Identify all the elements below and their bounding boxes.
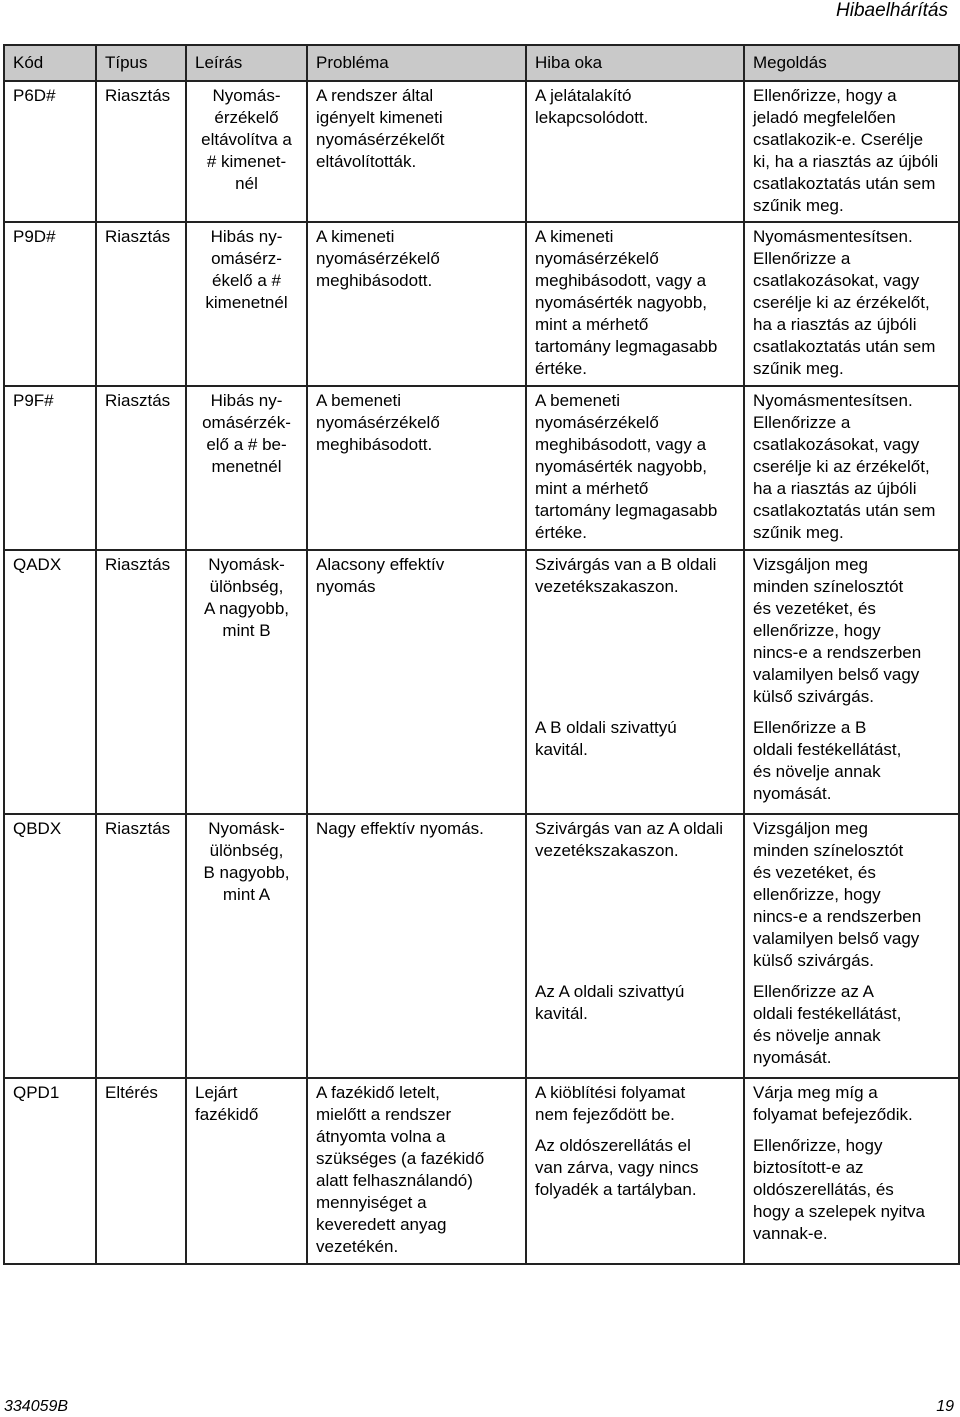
cell-cause: Szivárgás van a B oldali vezetékszakaszon. bbox=[526, 550, 744, 714]
cell-type: Riasztás bbox=[96, 814, 186, 1078]
column-header-megoldas: Megoldás bbox=[744, 45, 959, 81]
cell-cause: A B oldali szivattyú kavitál. bbox=[526, 714, 744, 814]
page-section-title: Hibaelhárítás bbox=[836, 0, 948, 21]
table-row bbox=[4, 386, 959, 550]
cell-problem: A bemeneti nyomásérzékelő meghibásodott. bbox=[307, 386, 526, 550]
cell-type: Riasztás bbox=[96, 550, 186, 814]
cell-cause: Az A oldali szivattyú kavitál. bbox=[526, 978, 744, 1078]
cell-problem: Alacsony effektív nyomás bbox=[307, 550, 526, 814]
cell-code: P6D# bbox=[4, 81, 96, 222]
cell-description: Hibás ny- omásérzék- elő a # be- menetnél bbox=[186, 386, 307, 550]
cell-code: QPD1 bbox=[4, 1078, 96, 1264]
cell-solution: Vizsgáljon meg minden színelosztót és vezetéket, és ellenőrizze, hogy nincs-e a rendszerben valamilyen belső vagy külső szivárgás. bbox=[744, 550, 959, 714]
cell-problem: A fazékidő letelt, mielőtt a rendszer átnyomta volna a szükséges (a fazékidő alatt felhasználandó) mennyiséget a keveredett anyag vezetékén. bbox=[307, 1078, 526, 1264]
cell-solution: Ellenőrizze a B oldali festékellátást, és növelje annak nyomását. bbox=[744, 714, 959, 814]
cell-description: Nyomásk- ülönbség, A nagyobb, mint B bbox=[186, 550, 307, 814]
cell-solution: Ellenőrizze, hogy biztosított-e az oldószerellátás, és hogy a szelepek nyitva vannak-e. bbox=[744, 1132, 959, 1264]
cell-code: P9F# bbox=[4, 386, 96, 550]
cell-cause: A kiöblítési folyamat nem fejeződött be. bbox=[526, 1078, 744, 1132]
cell-description: Nyomásk- ülönbség, B nagyobb, mint A bbox=[186, 814, 307, 1078]
cell-code: QBDX bbox=[4, 814, 96, 1078]
table-row bbox=[4, 1078, 959, 1132]
cell-type: Riasztás bbox=[96, 386, 186, 550]
cell-cause: Szivárgás van az A oldali vezetékszakaszon. bbox=[526, 814, 744, 978]
cell-cause: Az oldószerellátás el van zárva, vagy nincs folyadék a tartályban. bbox=[526, 1132, 744, 1264]
table-row bbox=[4, 222, 959, 386]
table-row bbox=[4, 550, 959, 714]
cell-code: QADX bbox=[4, 550, 96, 814]
column-header-leiras: Leírás bbox=[186, 45, 307, 81]
cell-description: Hibás ny- omásérz- ékelő a # kimenetnél bbox=[186, 222, 307, 386]
cell-solution: Nyomásmentesítsen. Ellenőrizze a csatlakozásokat, vagy cserélje ki az érzékelőt, ha a riasztás az újbóli csatlakoztatás után sem szűnik meg. bbox=[744, 386, 959, 550]
cell-code: P9D# bbox=[4, 222, 96, 386]
cell-cause: A jelátalakító lekapcsolódott. bbox=[526, 81, 744, 222]
cell-description: Lejárt fazékidő bbox=[186, 1078, 307, 1264]
column-header-hiba-oka: Hiba oka bbox=[526, 45, 744, 81]
cell-solution: Várja meg míg a folyamat befejeződik. bbox=[744, 1078, 959, 1132]
column-header-kod: Kód bbox=[4, 45, 96, 81]
cell-cause: A kimeneti nyomásérzékelő meghibásodott, vagy a nyomásérték nagyobb, mint a mérhető tartomány legmagasabb értéke. bbox=[526, 222, 744, 386]
cell-cause: A bemeneti nyomásérzékelő meghibásodott, vagy a nyomásérték nagyobb, mint a mérhető tartomány legmagasabb értéke. bbox=[526, 386, 744, 550]
cell-type: Eltérés bbox=[96, 1078, 186, 1264]
table-row bbox=[4, 81, 959, 222]
cell-problem: Nagy effektív nyomás. bbox=[307, 814, 526, 1078]
troubleshooting-table bbox=[3, 44, 960, 1265]
document-number: 334059B bbox=[4, 1398, 69, 1415]
cell-solution: Nyomásmentesítsen. Ellenőrizze a csatlakozásokat, vagy cserélje ki az érzékelőt, ha a riasztás az újbóli csatlakoztatás után sem szűnik meg. bbox=[744, 222, 959, 386]
table-header-row bbox=[4, 45, 959, 81]
cell-problem: A kimeneti nyomásérzékelő meghibásodott. bbox=[307, 222, 526, 386]
cell-solution: Ellenőrizze, hogy a jeladó megfelelően csatlakozik-e. Cserélje ki, ha a riasztás az újbóli csatlakoztatás után sem szűnik meg. bbox=[744, 81, 959, 222]
cell-solution: Ellenőrizze az A oldali festékellátást, és növelje annak nyomását. bbox=[744, 978, 959, 1078]
table-row bbox=[4, 814, 959, 978]
page-number: 19 bbox=[936, 1398, 954, 1415]
cell-description: Nyomás- érzékelő eltávolítva a # kimenet- nél bbox=[186, 81, 307, 222]
cell-solution: Vizsgáljon meg minden színelosztót és vezetéket, és ellenőrizze, hogy nincs-e a rendszerben valamilyen belső vagy külső szivárgás. bbox=[744, 814, 959, 978]
column-header-problema: Probléma bbox=[307, 45, 526, 81]
cell-problem: A rendszer által igényelt kimeneti nyomásérzékelőt eltávolították. bbox=[307, 81, 526, 222]
cell-type: Riasztás bbox=[96, 81, 186, 222]
column-header-tipus: Típus bbox=[96, 45, 186, 81]
cell-type: Riasztás bbox=[96, 222, 186, 386]
